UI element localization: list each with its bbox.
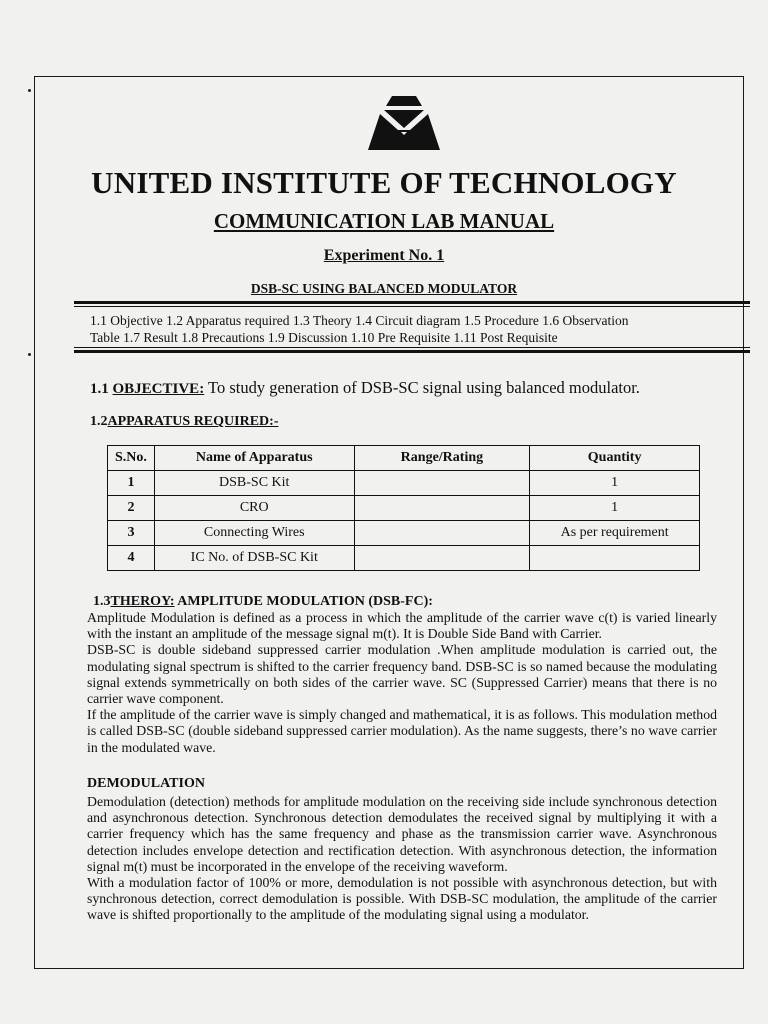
contents-line: 1.1 Objective 1.2 Apparatus required 1.3 Theory 1.4 Circuit diagram 1.5 Procedure 1.6 Observation: [90, 313, 629, 328]
table-row: [108, 546, 700, 571]
rule-bottom-thin: [74, 347, 750, 348]
cell-qty: 1: [530, 471, 700, 496]
cell-name: IC No. of DSB-SC Kit: [154, 546, 354, 571]
theory-body: [87, 610, 717, 756]
rule-top-thick: [74, 301, 750, 304]
theory-heading: [93, 594, 433, 610]
paragraph: If the amplitude of the carrier wave is simply changed and mathematical, it is as follows. This modulation method is called DSB-SC (double sideband suppressed carrier modulation). As the name suggests, there’s no wave carrier in the modulated wave.: [87, 707, 717, 755]
cell-sno: 1: [108, 471, 155, 496]
column-header: Quantity: [530, 446, 700, 471]
cell-sno: 4: [108, 546, 155, 571]
contents-line: Table 1.7 Result 1.8 Precautions 1.9 Discussion 1.10 Pre Requisite 1.11 Post Requisite: [90, 330, 558, 345]
table-row: [108, 521, 700, 546]
demodulation-heading: DEMODULATION: [87, 776, 205, 791]
cell-qty: 1: [530, 496, 700, 521]
paragraph: Amplitude Modulation is defined as a process in which the amplitude of the carrier wave c(t) is varied linearly with the instant an amplitude of the message signal m(t). It is Double Side Band with Carrier.: [87, 610, 717, 642]
paragraph: DSB-SC is double sideband suppressed carrier modulation .When amplitude modulation is carried out, the modulating signal spectrum is shifted to the carrier frequency band. DSB-SC is so named because the modulating signal extends symmetrically on both sides of the carrier wave. SC (Suppressed Carrier) means that there is no carrier wave component.: [87, 642, 717, 707]
apparatus-number: 1.2: [90, 414, 108, 429]
objective-text: To study generation of DSB-SC signal using balanced modulator.: [204, 378, 640, 397]
cell-qty: [530, 546, 700, 571]
paragraph: Demodulation (detection) methods for amplitude modulation on the receiving side include synchronous detection and asynchronous detection. Synchronous detection demodulates the received signal by multiplying it with a carrier frequency which has the same frequency and phase as the transmission carrier wave. Asynchronous detection includes envelope detection and rectification detection. With asynchronous detection, the information signal m(t) must be incorporated in the envelope of the receiving waveform.: [87, 794, 717, 874]
scan-mark: [28, 89, 31, 92]
column-header: Range/Rating: [354, 446, 530, 471]
experiment-title: DSB-SC USING BALANCED MODULATOR: [250, 281, 518, 296]
manual-title: COMMUNICATION LAB MANUAL: [213, 209, 555, 233]
objective-number: 1.1: [90, 381, 113, 397]
table-row: [108, 471, 700, 496]
institute-title: UNITED INSTITUTE OF TECHNOLOGY: [91, 165, 677, 200]
contents-list: [90, 312, 730, 346]
apparatus-table: [107, 445, 700, 571]
paragraph: With a modulation factor of 100% or more, demodulation is not possible with asynchronous detection, but with synchronous detection, correct demodulation is possible. With DSB-SC modulation, the amplitude of the carrier wave is shifted proportionally to the amplitude of the modulating signal using a modulator.: [87, 875, 717, 923]
column-header: Name of Apparatus: [154, 446, 354, 471]
theory-number: 1.3: [93, 594, 111, 609]
cell-name: DSB-SC Kit: [154, 471, 354, 496]
cell-qty: As per requirement: [530, 521, 700, 546]
rule-bottom-thick: [74, 350, 750, 353]
cell-sno: 2: [108, 496, 155, 521]
cell-range: [354, 471, 530, 496]
table-header-row: [108, 446, 700, 471]
cell-sno: 3: [108, 521, 155, 546]
theory-label: THEROY:: [110, 594, 175, 609]
objective-label: OBJECTIVE:: [112, 381, 205, 397]
scan-mark: [28, 353, 31, 356]
apparatus-label: APPARATUS REQUIRED:-: [107, 414, 279, 429]
rule-top-thin: [74, 306, 750, 307]
cell-range: [354, 496, 530, 521]
triangle-logo-icon: [368, 94, 440, 152]
column-header: S.No.: [108, 446, 155, 471]
apparatus-heading: [90, 414, 278, 430]
demodulation-body: [87, 794, 717, 924]
objective: [90, 378, 730, 398]
cell-range: [354, 546, 530, 571]
cell-name: CRO: [154, 496, 354, 521]
theory-subtitle: AMPLITUDE MODULATION (DSB-FC):: [174, 594, 433, 609]
table-row: [108, 496, 700, 521]
cell-range: [354, 521, 530, 546]
cell-name: Connecting Wires: [154, 521, 354, 546]
experiment-number: Experiment No. 1: [323, 247, 445, 264]
